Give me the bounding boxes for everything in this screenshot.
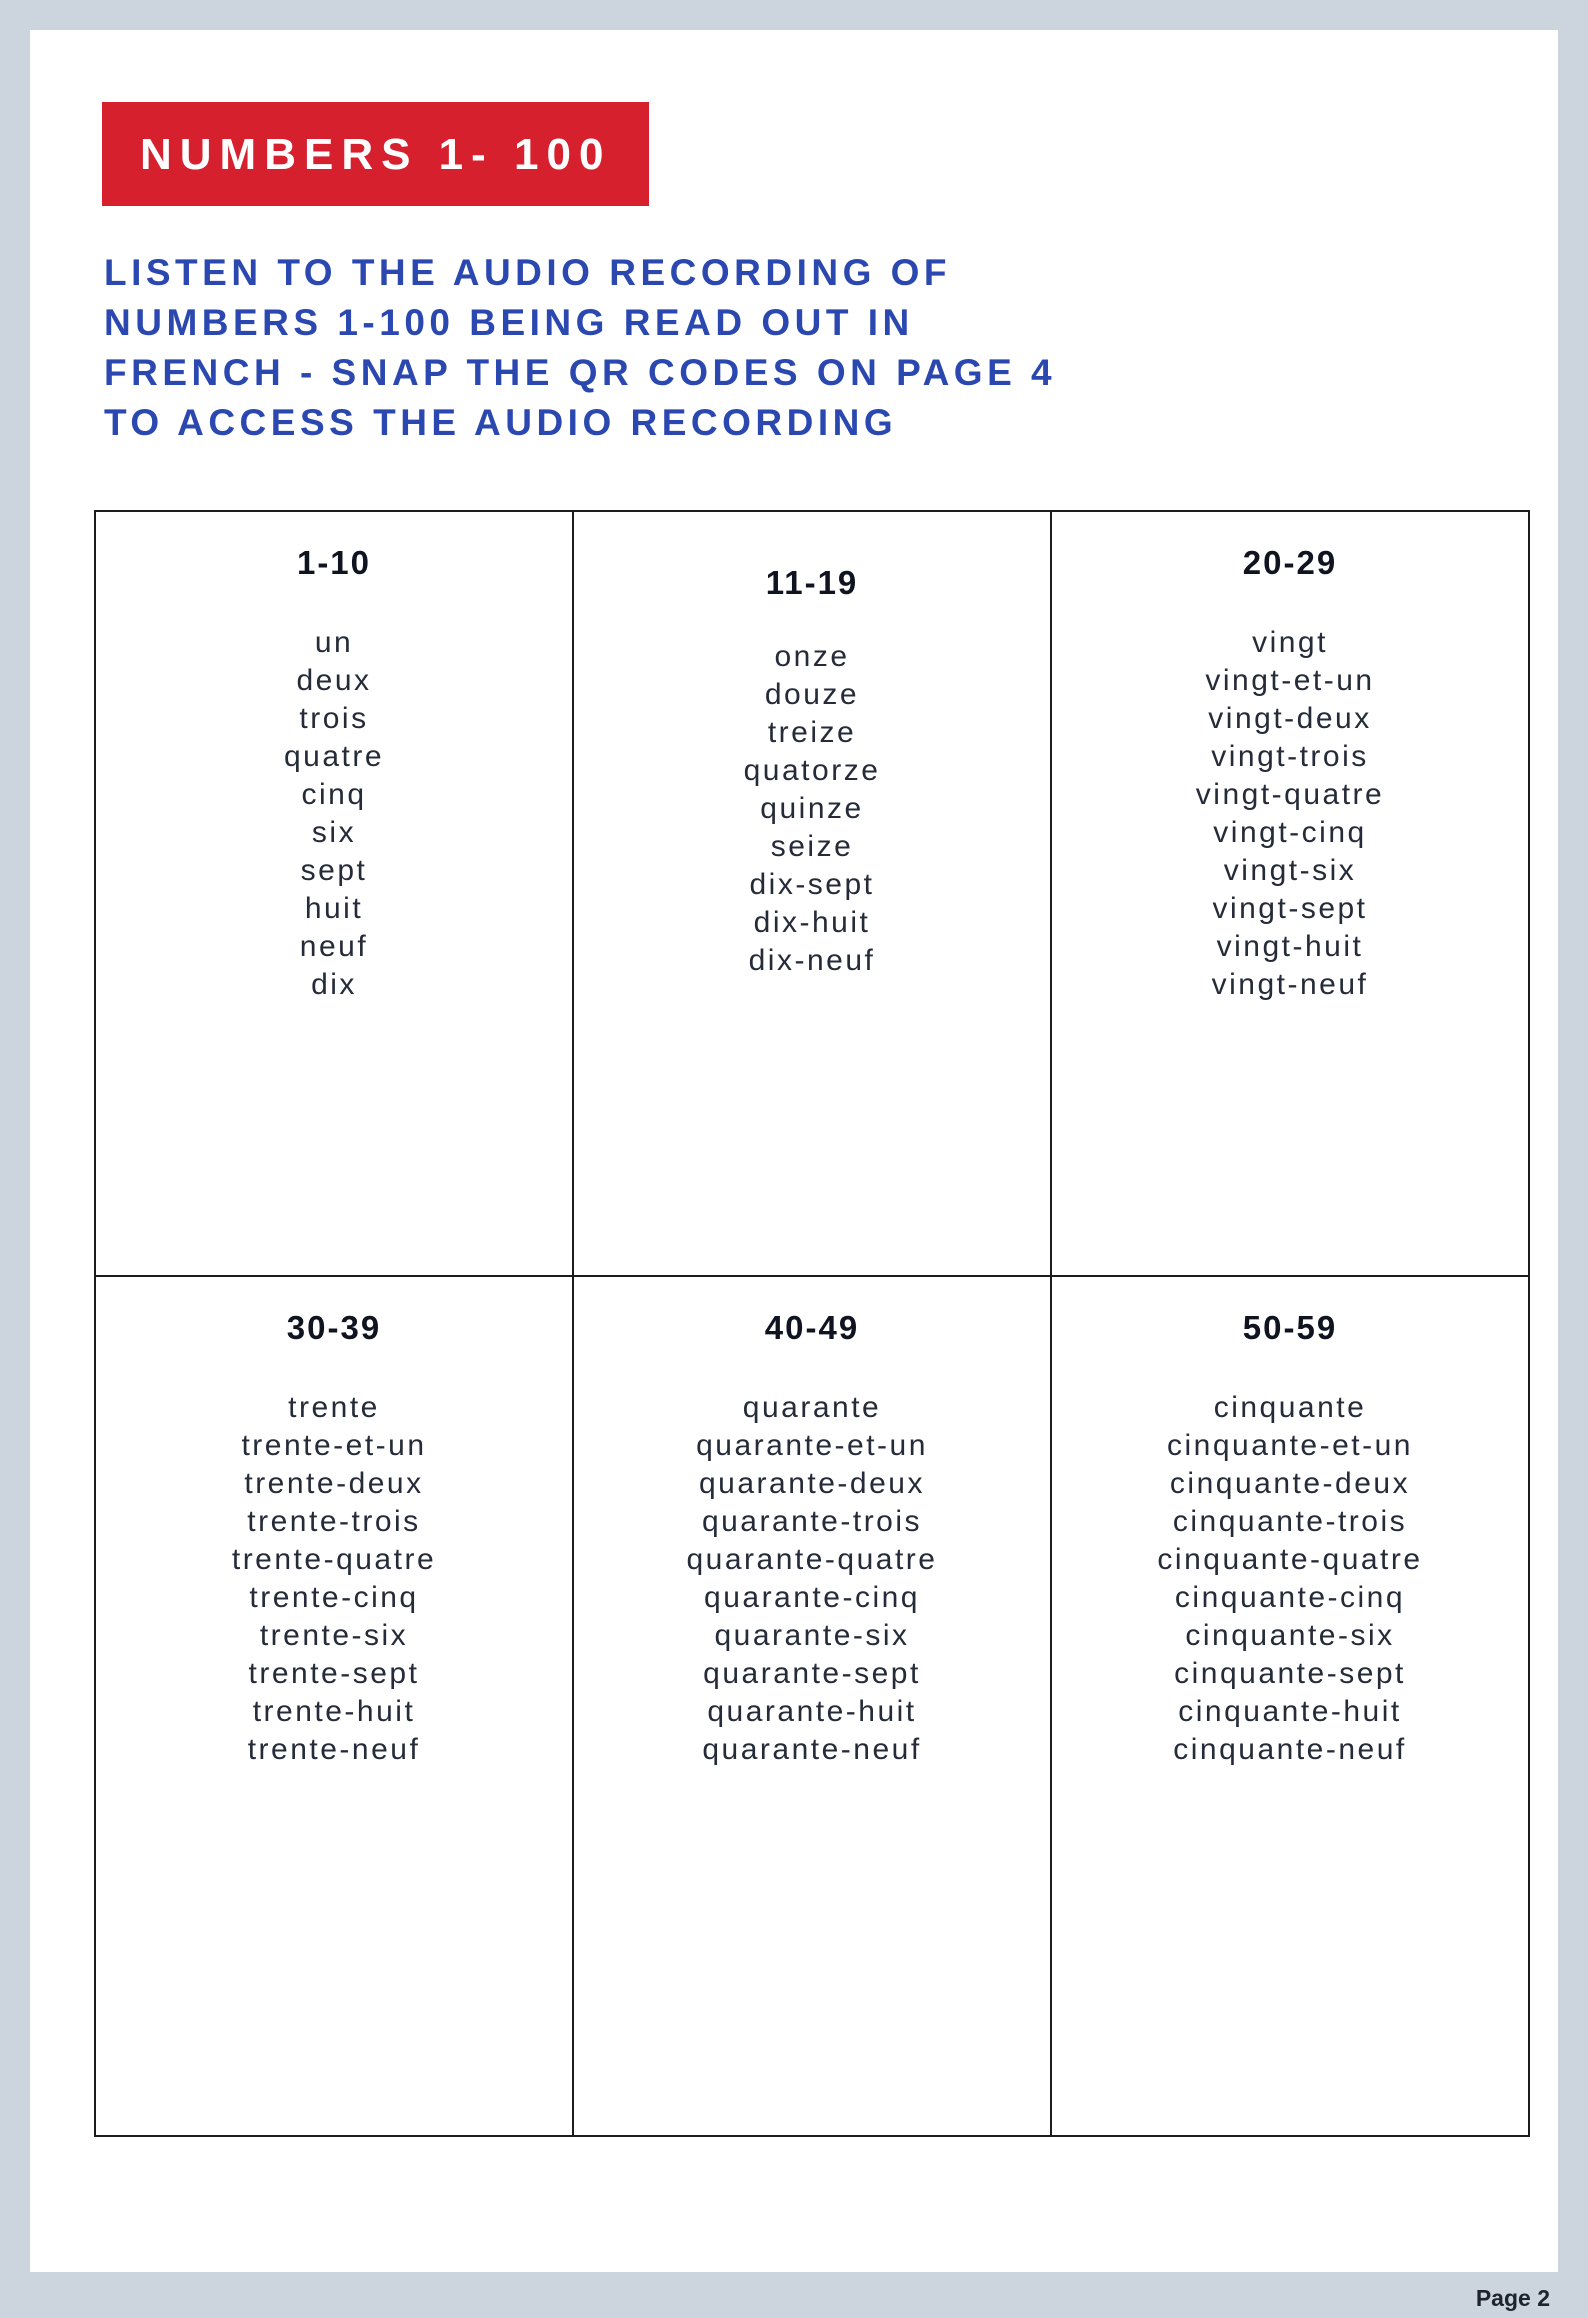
number-word: vingt-quatre [1195, 778, 1385, 811]
number-word: trente-huit [252, 1695, 416, 1728]
word-list-30-39 [96, 1389, 572, 1769]
table-cell-40-49 [574, 1277, 1050, 2135]
number-word: cinquante-deux [1169, 1467, 1411, 1500]
worksheet-page [30, 30, 1558, 2272]
table-cell-11-19 [574, 512, 1050, 1275]
range-header: 20-29 [1242, 544, 1338, 581]
number-word: quatre [283, 740, 385, 773]
number-word: cinq [301, 778, 367, 811]
number-word: vingt-deux [1208, 702, 1372, 735]
number-word: cinquante-cinq [1174, 1581, 1406, 1614]
number-word: cinquante-trois [1172, 1505, 1408, 1538]
number-word: vingt-trois [1211, 740, 1369, 773]
number-word: quarante-cinq [704, 1581, 920, 1614]
word-list-1-10 [96, 624, 572, 1004]
number-word: cinquante-huit [1178, 1695, 1402, 1728]
number-word: dix-sept [749, 868, 875, 901]
number-word: trente-trois [247, 1505, 421, 1538]
number-word: cinquante-six [1185, 1619, 1395, 1652]
number-word: neuf [299, 930, 369, 963]
number-word: seize [770, 830, 854, 863]
range-header: 40-49 [764, 1309, 860, 1346]
number-word: cinquante-neuf [1173, 1733, 1407, 1766]
intro-line: TO ACCESS THE AUDIO RECORDING [104, 402, 898, 443]
number-word: quarante-deux [699, 1467, 925, 1500]
number-word: quinze [760, 792, 864, 825]
number-word: trente-quatre [231, 1543, 437, 1576]
number-word: cinquante-quatre [1157, 1543, 1423, 1576]
number-word: dix-huit [753, 906, 871, 939]
number-word: quarante-sept [703, 1657, 921, 1690]
number-word: treize [767, 716, 857, 749]
number-word: vingt-neuf [1211, 968, 1369, 1001]
number-word: cinquante-et-un [1167, 1429, 1413, 1462]
number-word: vingt-six [1223, 854, 1357, 887]
number-word: trente-et-un [241, 1429, 427, 1462]
number-word: trente [288, 1391, 380, 1424]
number-word: trente-deux [244, 1467, 424, 1500]
range-header: 1-10 [296, 544, 372, 581]
intro-line: NUMBERS 1-100 BEING READ OUT IN [104, 302, 914, 343]
number-word: un [314, 626, 354, 659]
number-word: quarante-et-un [696, 1429, 928, 1462]
range-header: 30-39 [286, 1309, 382, 1346]
number-word: vingt-cinq [1213, 816, 1367, 849]
word-list-20-29 [1052, 624, 1528, 1004]
number-word: quarante [742, 1391, 882, 1424]
page-number-label: Page 2 [1475, 2285, 1550, 2311]
number-word: quarante-six [714, 1619, 910, 1652]
table-cell-1-10 [96, 512, 572, 1275]
number-word: quarante-huit [707, 1695, 917, 1728]
range-header: 11-19 [765, 564, 859, 601]
intro-line: LISTEN TO THE AUDIO RECORDING OF [104, 252, 952, 293]
number-word: trente-neuf [247, 1733, 421, 1766]
intro-instructions [104, 248, 1056, 448]
number-word: vingt [1252, 626, 1328, 659]
number-word: cinquante [1213, 1391, 1367, 1424]
number-word: sept [300, 854, 368, 887]
number-word: trente-cinq [249, 1581, 419, 1614]
number-word: quarante-neuf [702, 1733, 922, 1766]
number-word: trente-sept [248, 1657, 420, 1690]
table-cell-20-29 [1052, 512, 1528, 1275]
number-word: cinquante-sept [1174, 1657, 1406, 1690]
number-word: quarante-quatre [686, 1543, 938, 1576]
number-word: dix [311, 968, 357, 1001]
range-header: 50-59 [1242, 1309, 1338, 1346]
word-list-40-49 [574, 1389, 1050, 1769]
numbers-table [94, 510, 1530, 2137]
number-word: trente-six [259, 1619, 409, 1652]
page-title: NUMBERS 1- 100 [140, 130, 612, 179]
page-title-badge [102, 102, 649, 206]
number-word: vingt-huit [1216, 930, 1364, 963]
number-word: trois [299, 702, 369, 735]
table-cell-30-39 [96, 1277, 572, 2135]
table-cell-50-59 [1052, 1277, 1528, 2135]
number-word: douze [764, 678, 860, 711]
number-word: dix-neuf [748, 944, 876, 977]
number-word: quatorze [743, 754, 881, 787]
number-word: quarante-trois [701, 1505, 923, 1538]
number-word: six [311, 816, 357, 849]
number-word: vingt-sept [1212, 892, 1368, 925]
word-list-11-19 [574, 638, 1050, 980]
intro-line: FRENCH - SNAP THE QR CODES ON PAGE 4 [104, 352, 1057, 393]
number-word: vingt-et-un [1205, 664, 1375, 697]
word-list-50-59 [1140, 1389, 1440, 1769]
number-word: onze [774, 640, 850, 673]
number-word: deux [296, 664, 372, 697]
number-word: huit [304, 892, 364, 925]
